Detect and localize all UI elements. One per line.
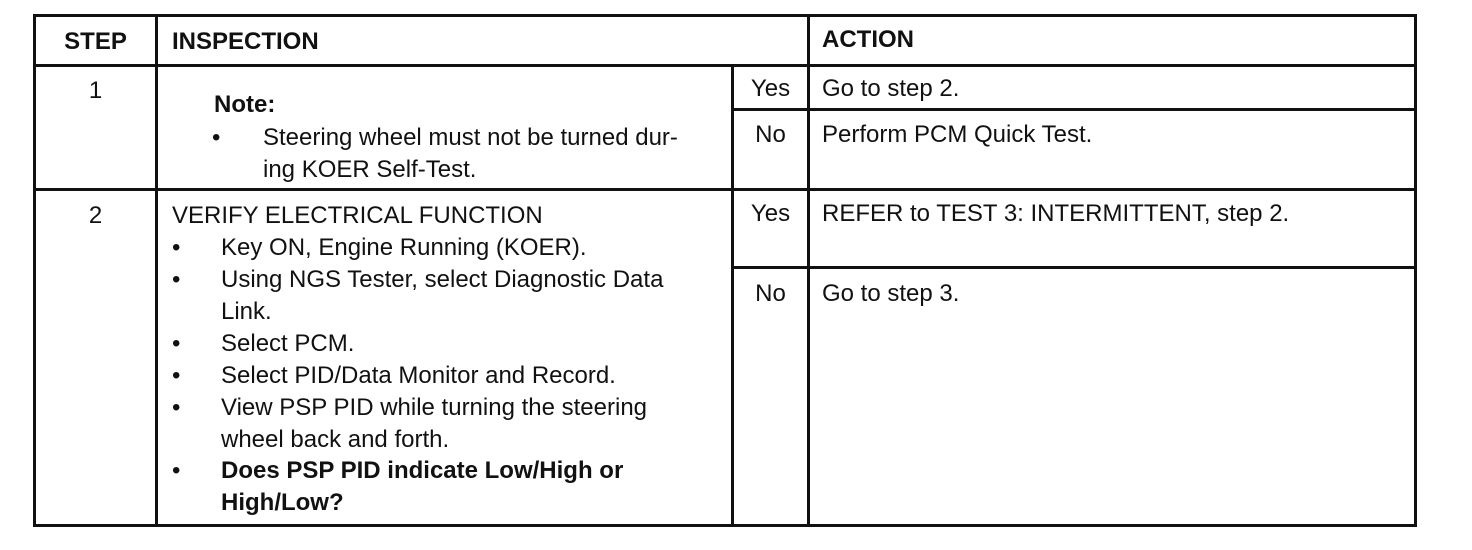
row2-bullet-4: •	[172, 362, 181, 389]
row1-note-line2: ing KOER Self-Test.	[263, 156, 477, 183]
row2-item-3: Select PCM.	[221, 330, 355, 357]
header-step: STEP	[64, 28, 127, 55]
col-divider-action	[807, 14, 810, 527]
row2-bullet-3: •	[172, 330, 181, 357]
row2-item-2b: Link.	[221, 298, 272, 325]
row-divider	[33, 188, 1417, 191]
row1-yes-no-divider	[731, 108, 1417, 111]
row1-step: 1	[88, 77, 103, 104]
row2-item-5a: View PSP PID while turning the steering	[221, 394, 648, 421]
row2-item-1: Key ON, Engine Running (KOER).	[221, 234, 587, 261]
header-divider	[33, 64, 1417, 67]
row2-bullet-1: •	[172, 234, 181, 261]
row1-yes-action: Go to step 2.	[822, 75, 960, 102]
row2-bullet-2: •	[172, 266, 181, 293]
row1-note-label: Note:	[214, 91, 276, 118]
row1-bullet: •	[212, 124, 221, 151]
row2-item-6a: Does PSP PID indicate Low/High or	[221, 457, 624, 484]
row1-no-action: Perform PCM Quick Test.	[822, 121, 1093, 148]
row1-no-label: No	[755, 121, 786, 148]
col-divider-step	[155, 14, 158, 527]
row2-step: 2	[88, 202, 103, 229]
row1-yes-label: Yes	[750, 75, 791, 102]
row2-yes-action: REFER to TEST 3: INTERMITTENT, step 2.	[822, 200, 1290, 227]
row2-item-4: Select PID/Data Monitor and Record.	[221, 362, 616, 389]
header-action: ACTION	[822, 26, 914, 53]
row2-bullet-5: •	[172, 394, 181, 421]
row2-item-5b: wheel back and forth.	[221, 426, 450, 453]
row2-no-label: No	[755, 280, 786, 307]
row2-yes-label: Yes	[750, 200, 791, 227]
row2-bullet-6: •	[172, 457, 181, 484]
row2-title: VERIFY ELECTRICAL FUNCTION	[172, 202, 543, 229]
row2-yes-no-divider	[731, 266, 1417, 269]
row2-no-action: Go to step 3.	[822, 280, 960, 307]
row2-item-2a: Using NGS Tester, select Diagnostic Data	[221, 266, 664, 293]
row2-item-6b: High/Low?	[221, 489, 344, 516]
header-inspection: INSPECTION	[172, 28, 319, 55]
row1-note-line1: Steering wheel must not be turned dur-	[263, 124, 678, 151]
